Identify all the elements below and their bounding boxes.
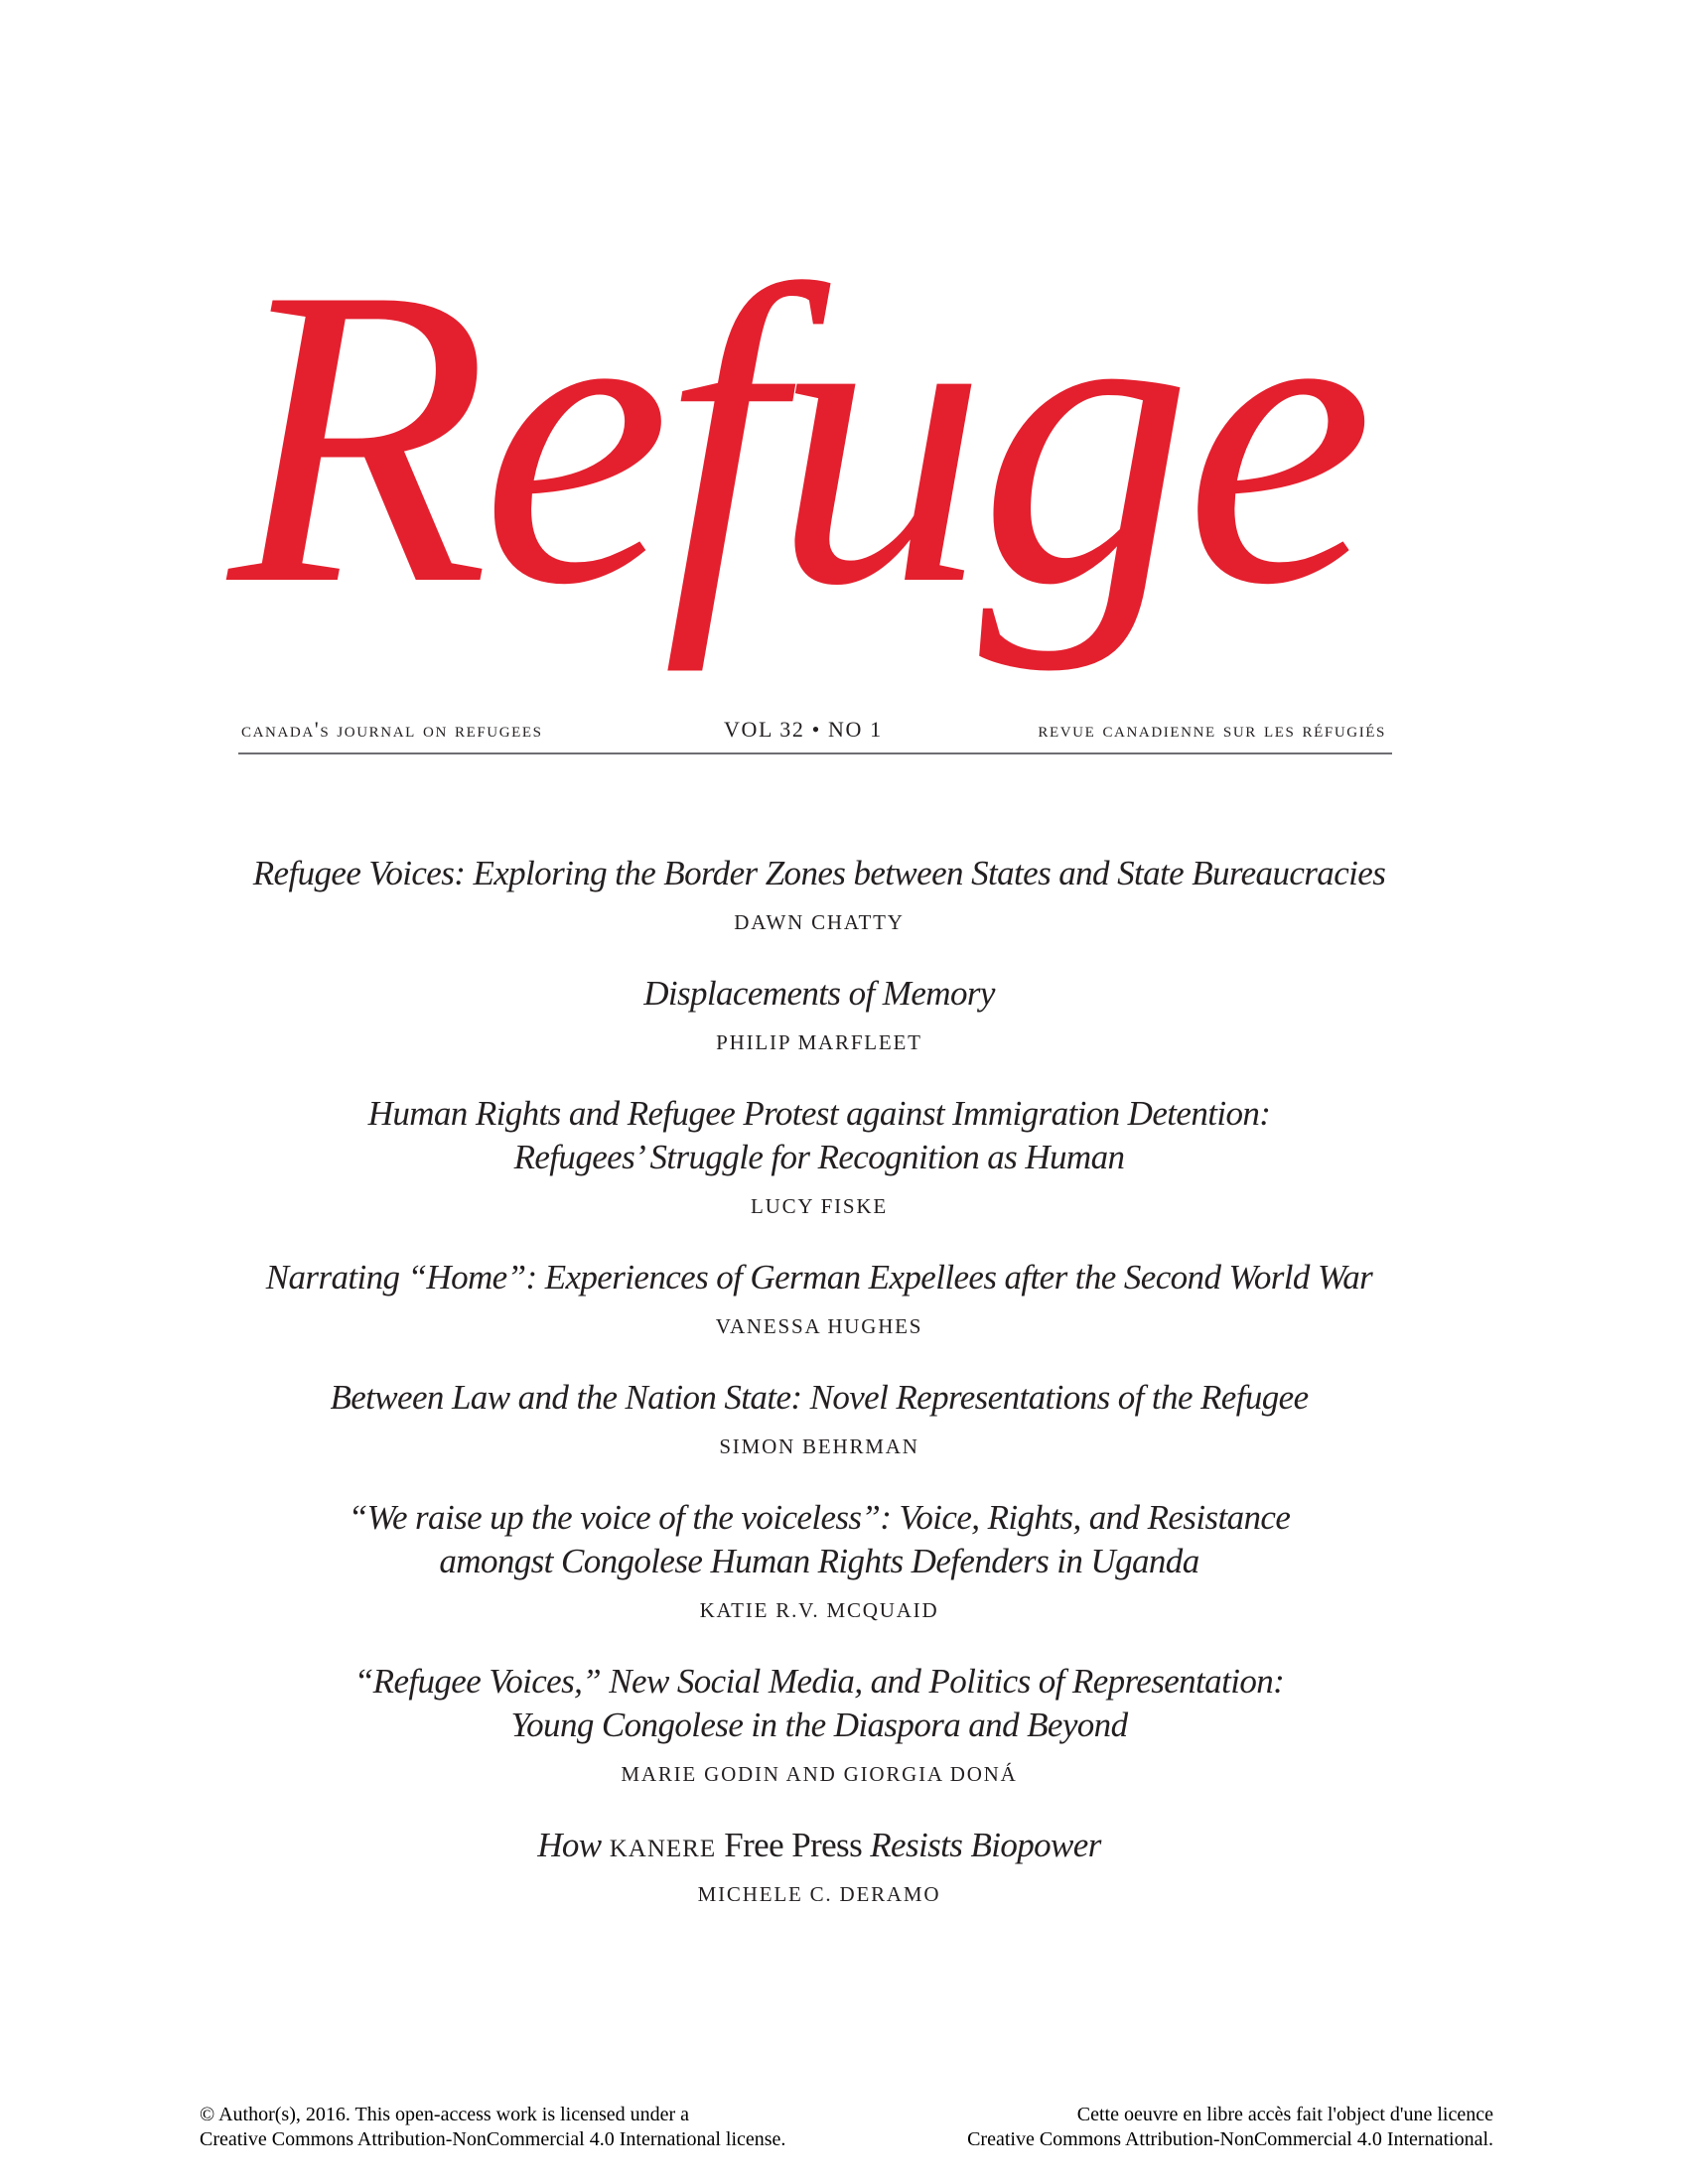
- masthead-volume-issue: VOL 32 • NO 1: [724, 717, 883, 742]
- license-notice-english: © Author(s), 2016. This open-access work is licensed under a Creative Commons Attribution-NonCommercial 4.0 International license.: [200, 2104, 786, 2150]
- article-entry: [179, 1660, 1460, 1787]
- article-title: Displacements of Memory: [643, 974, 995, 1013]
- masthead-bar: [238, 713, 1392, 754]
- journal-logo: Refuge: [228, 201, 1366, 673]
- masthead-french-title: revue canadienne sur les réfugiés: [1038, 717, 1386, 742]
- article-title: Refugee Voices: Exploring the Border Zones between States and State Bureaucracies: [252, 854, 1386, 892]
- article-author: MICHELE C. DERAMO: [697, 1882, 941, 1906]
- article-title: [179, 1824, 1460, 1867]
- article-entry: [179, 1824, 1460, 1907]
- article-author: DAWN CHATTY: [734, 910, 905, 934]
- title-part-resists-biopower: Resists Biopower: [870, 1826, 1101, 1864]
- article-author: KATIE R.V. MCQUAID: [699, 1598, 939, 1622]
- article-title: Narrating “Home”: Experiences of German Expellees after the Second World War: [265, 1258, 1373, 1297]
- article-title: Between Law and the Nation State: Novel Representations of the Refugee: [330, 1378, 1309, 1417]
- article-author: VANESSA HUGHES: [715, 1314, 923, 1338]
- article-entry: [179, 852, 1460, 935]
- article-author: LUCY FISKE: [751, 1194, 888, 1218]
- title-part-free-press: Free Press: [724, 1826, 863, 1864]
- article-author: MARIE GODIN AND GIORGIA DONÁ: [621, 1762, 1018, 1786]
- article-entry: [179, 972, 1460, 1055]
- article-entry: [179, 1256, 1460, 1339]
- title-part-kanere: kanere: [609, 1826, 717, 1864]
- masthead-english-title: canada's journal on refugees: [241, 717, 543, 742]
- article-title: “Refugee Voices,” New Social Media, and Politics of Representation: Young Congolese in the Diaspora and Beyond: [353, 1662, 1285, 1744]
- title-part-how: How: [537, 1826, 602, 1864]
- license-notice-french: Cette oeuvre en libre accès fait l'object d'une licence Creative Commons Attribution-NonCommercial 4.0 International.: [967, 2104, 1493, 2150]
- article-entry: [179, 1496, 1460, 1623]
- article-author: PHILIP MARFLEET: [716, 1030, 922, 1054]
- article-entry: [179, 1092, 1460, 1219]
- article-author: SIMON BEHRMAN: [719, 1434, 919, 1458]
- article-title: “We raise up the voice of the voiceless”: Voice, Rights, and Resistance amongst Congolese Human Rights Defenders in Uganda: [348, 1498, 1291, 1580]
- table-of-contents: [179, 852, 1460, 1944]
- article-entry: [179, 1376, 1460, 1459]
- article-title: Human Rights and Refugee Protest against Immigration Detention: Refugees’ Struggle for Recognition as Human: [367, 1094, 1271, 1176]
